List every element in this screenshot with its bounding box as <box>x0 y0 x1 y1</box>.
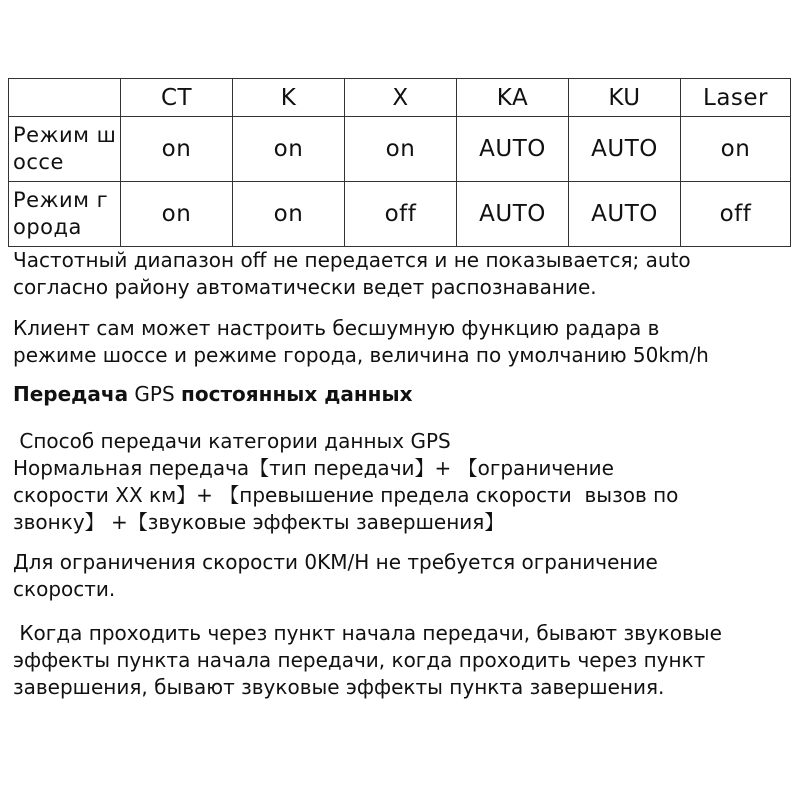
gps-method-text: Способ передачи категории данных GPS Нормальная передача【тип передачи】+ 【ограничение скорости XX км】+ 【превышение предела скорости вызов по звонку】 +【звуковые эффекты завершения】 <box>13 429 679 534</box>
row-label: Режим города <box>9 182 121 247</box>
bands-note: Частотный диапазон off не передается и не показывается; auto согласно району автоматически ведет распознавание. <box>13 248 691 299</box>
gps-heading-part: Передача <box>13 382 129 406</box>
table-cell: on <box>345 117 457 182</box>
table-header-cell: K <box>233 79 345 117</box>
table-cell: off <box>345 182 457 247</box>
table-row-highway <box>9 117 791 182</box>
mode-table <box>8 78 791 247</box>
table-cell: on <box>121 117 233 182</box>
gps-heading-part: GPS <box>128 382 182 406</box>
gps-heading <box>13 381 412 408</box>
table-row-city <box>9 182 791 247</box>
silent-mode-note: Клиент сам может настроить бесшумную функцию радара в режиме шоссе и режиме города, величина по умолчанию 50km/h <box>13 316 709 367</box>
table-cell: on <box>233 117 345 182</box>
table-header-cell: KU <box>569 79 681 117</box>
table-cell: off <box>681 182 791 247</box>
table-header-row <box>9 79 791 117</box>
table-header-cell: Laser <box>681 79 791 117</box>
table-header-cell: KA <box>457 79 569 117</box>
table-cell: AUTO <box>569 182 681 247</box>
table-header-cell: CT <box>121 79 233 117</box>
table-cell: on <box>121 182 233 247</box>
table-header-cell: X <box>345 79 457 117</box>
table-cell: on <box>233 182 345 247</box>
table-cell: on <box>681 117 791 182</box>
table-cell: AUTO <box>457 182 569 247</box>
table-cell: AUTO <box>569 117 681 182</box>
table-header-cell <box>9 79 121 117</box>
sound-effects-note: Когда проходить через пункт начала передачи, бывают звуковые эффекты пункта начала передачи, когда проходить через пункт завершения, бывают звуковые эффекты пункта завершения. <box>13 621 722 699</box>
row-label: Режим шоссе <box>9 117 121 182</box>
gps-heading-part: постоянных данных <box>181 382 413 406</box>
table-cell: AUTO <box>457 117 569 182</box>
speed-limit-note: Для ограничения скорости 0KM/H не требуется ограничение скорости. <box>13 550 658 601</box>
